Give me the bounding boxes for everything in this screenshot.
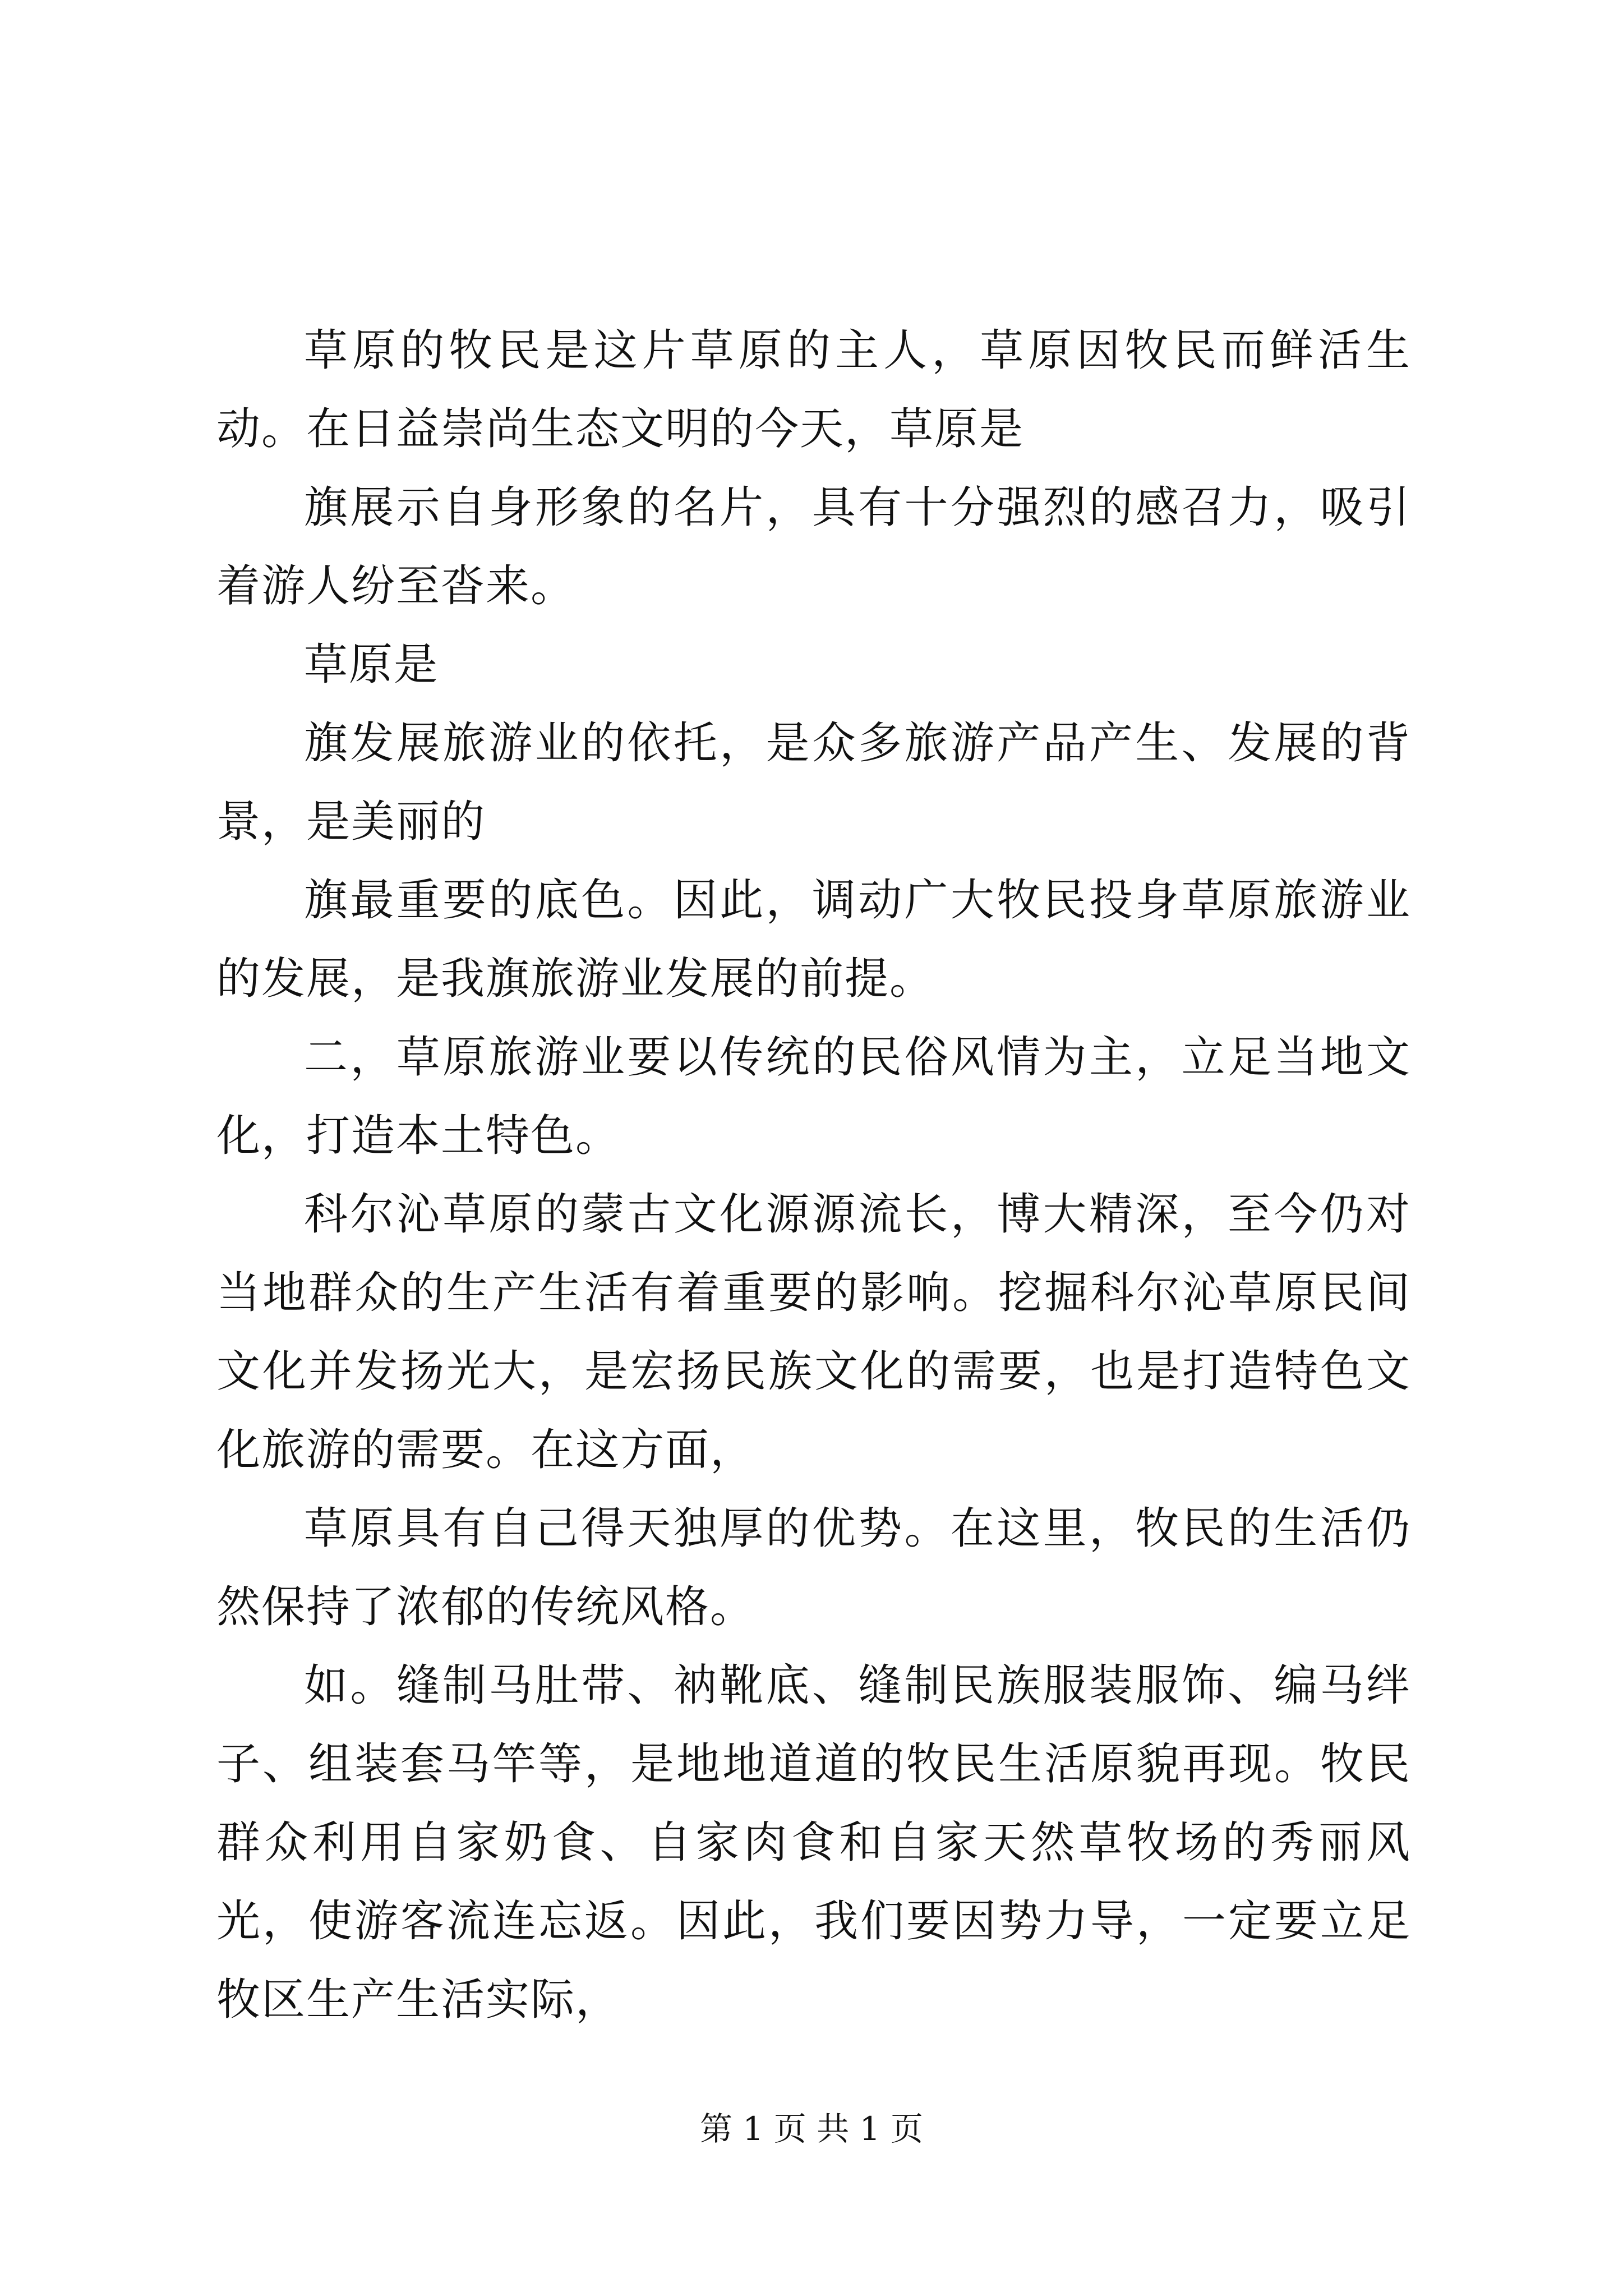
paragraph-2: 旗展示自身形象的名片，具有十分强烈的感召力，吸引着游人纷至沓来。 <box>216 482 1411 611</box>
paragraph-9: 如。缝制马肚带、衲靴底、缝制民族服装服饰、编马绊子、组装套马竿等，是地地道道的牧民生活原貌再现。牧民群众利用自家奶食、自家肉食和自家天然草牧场的秀丽风光，使游客流连忘返。因此，我们要因势力导，一定要立足牧区生产生活实际， <box>216 1660 1411 2025</box>
paragraph-1: 草原的牧民是这片草原的主人，草原因牧民而鲜活生动。在日益崇尚生态文明的今天，草原是 <box>216 325 1411 454</box>
paragraph-7: 科尔沁草原的蒙古文化源源流长，博大精深，至今仍对当地群众的生产生活有着重要的影响。挖掘科尔沁草原民间文化并发扬光大，是宏扬民族文化的需要，也是打造特色文化旅游的需要。在这方面， <box>216 1189 1411 1475</box>
paragraph-4: 旗发展旅游业的依托，是众多旅游产品产生、发展的背景，是美丽的 <box>216 718 1411 847</box>
paragraph-6: 二，草原旅游业要以传统的民俗风情为主，立足当地文化，打造本土特色。 <box>216 1032 1411 1161</box>
paragraph-8: 草原具有自己得天独厚的优势。在这里，牧民的生活仍然保持了浓郁的传统风格。 <box>216 1503 1411 1632</box>
page-footer: 第 1 页 共 1 页 <box>700 2110 923 2148</box>
paragraph-5: 旗最重要的底色。因此，调动广大牧民投身草原旅游业的发展，是我旗旅游业发展的前提。 <box>216 875 1411 1004</box>
paragraph-3: 草原是 <box>304 639 439 690</box>
document-body <box>216 311 1411 2039</box>
